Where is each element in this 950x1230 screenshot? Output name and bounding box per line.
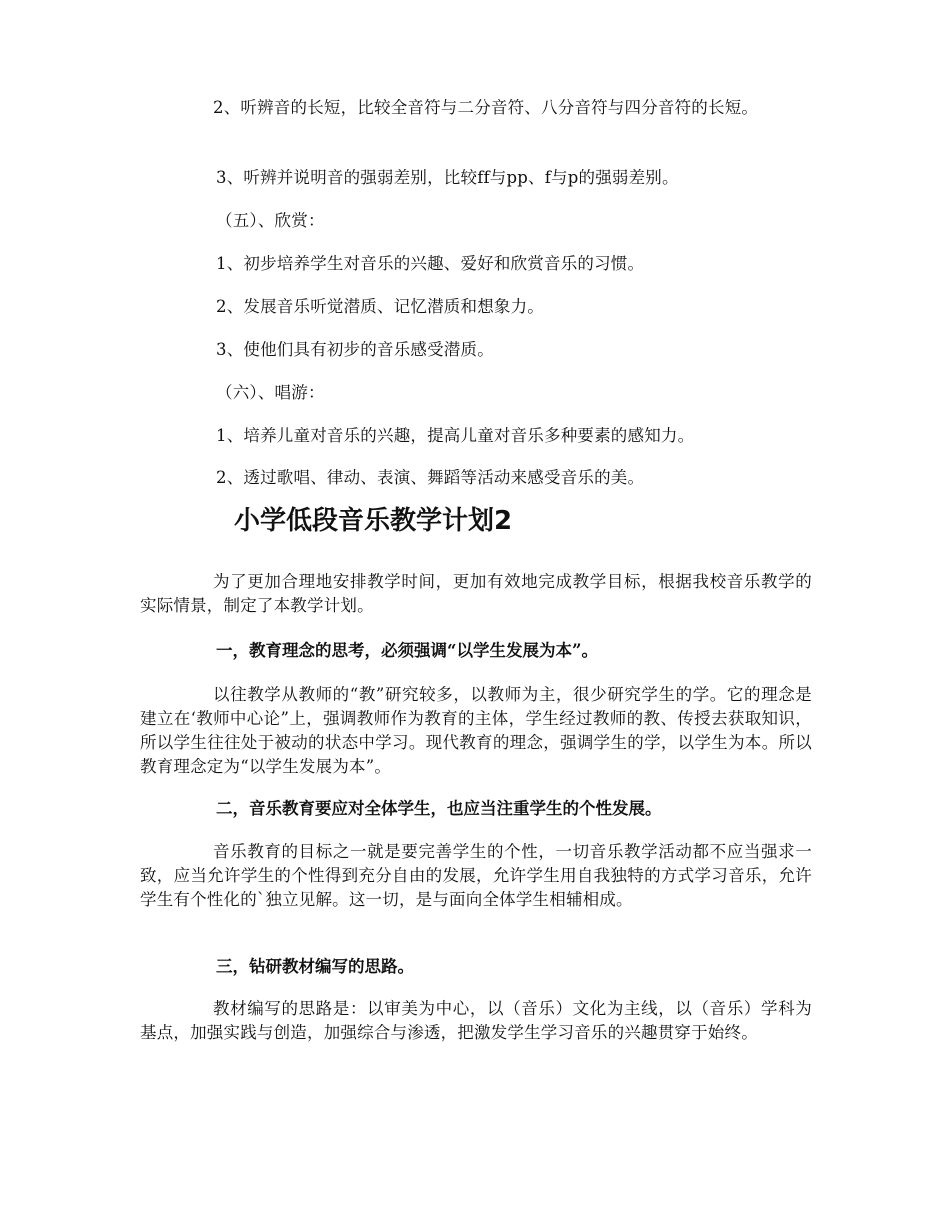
intro-paragraph: 为了更加合理地安排教学时间，更加有效地完成教学目标，根据我校音乐教学的实际情景，制定了本教学计划。 xyxy=(140,572,812,615)
section-heading-3: 三，钻研教材编写的思路。 xyxy=(216,957,414,976)
appreciation-item-2: 2、发展音乐听觉潜质、记忆潜质和想象力。 xyxy=(216,297,544,316)
appreciation-heading: （五）、欣赏： xyxy=(216,211,325,230)
singing-game-item-1: 1、培养儿童对音乐的兴趣，提高儿童对音乐多种要素的感知力。 xyxy=(216,426,695,445)
singing-game-heading: （六）、唱游： xyxy=(216,383,325,402)
document-title: 小学低段音乐教学计划2 xyxy=(234,506,513,536)
listen-dynamics-item: 3、听辨并说明音的强弱差别，比较ff与pp、f与p的强弱差别。 xyxy=(216,168,679,187)
section-paragraph-2: 音乐教育的目标之一就是要完善学生的个性，一切音乐教学活动都不应当强求一致，应当允许学生的个性得到充分自由的发展，允许学生用自我独特的方式学习音乐，允许学生有个性化的`独立见解。这一切，是与面向全体学生相辅相成。 xyxy=(140,842,812,909)
section-heading-2: 二，音乐教育要应对全体学生，也应当注重学生的个性发展。 xyxy=(216,799,662,818)
listen-length-item: 2、听辨音的长短，比较全音符与二分音符、八分音符与四分音符的长短。 xyxy=(213,98,759,117)
section-paragraph-3: 教材编写的思路是：以审美为中心，以（音乐）文化为主线，以（音乐）学科为基点，加强实践与创造，加强综合与渗透，把激发学生学习音乐的兴趣贯穿于始终。 xyxy=(140,999,812,1042)
appreciation-item-3: 3、使他们具有初步的音乐感受潜质。 xyxy=(216,340,494,359)
singing-game-item-2: 2、透过歌唱、律动、表演、舞蹈等活动来感受音乐的美。 xyxy=(216,468,645,487)
appreciation-item-1: 1、初步培养学生对音乐的兴趣、爱好和欣赏音乐的习惯。 xyxy=(216,254,645,273)
section-paragraph-1: 以往教学从教师的“教”研究较多，以教师为主，很少研究学生的学。它的理念是建立在‘教师中心论”上，强调教师作为教育的主体，学生经过教师的教、传授去获取知识，所以学生往往处于被动的状态中学习。现代教育的理念，强调学生的学，以学生为本。所以教育理念定为“以学生发展为本”。 xyxy=(140,685,812,776)
section-heading-1: 一，教育理念的思考，必须强调“以学生发展为本”。 xyxy=(216,641,598,660)
